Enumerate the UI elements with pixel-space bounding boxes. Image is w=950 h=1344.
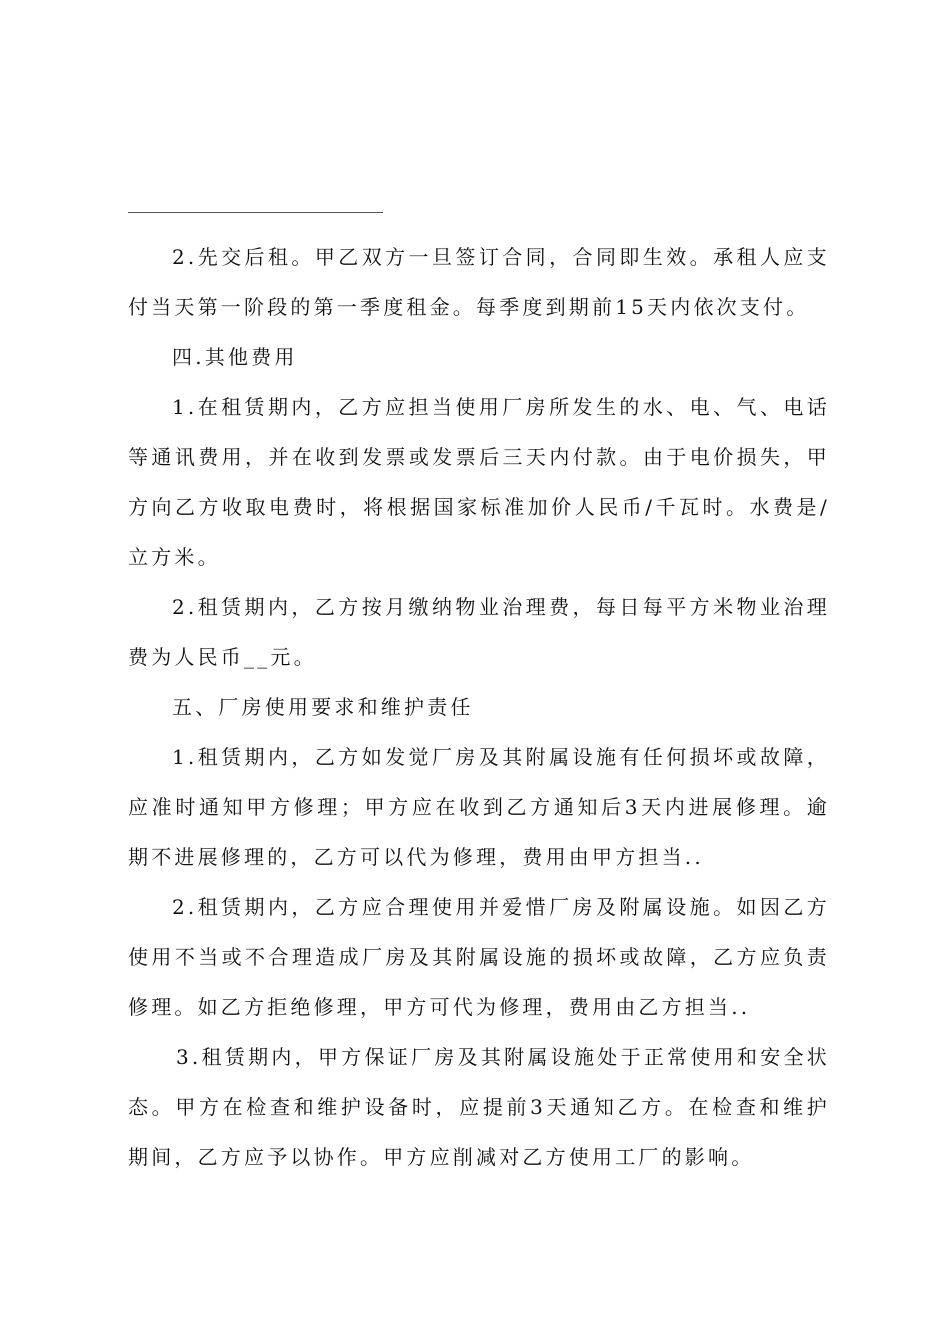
- clause-paragraph-safety-inspection: 3.租赁期内，甲方保证厂房及其附属设施处于正常使用和安全状态。甲方在检查和维护设备时，应提前3天通知乙方。在检查和维护期间，乙方应予以协作。甲方应削减对乙方使用工厂的影响。: [128, 1045, 830, 1169]
- section-heading-other-fees: 四.其他费用: [172, 345, 298, 369]
- horizontal-rule: [128, 212, 383, 213]
- clause-paragraph-proper-use: 2.租赁期内，乙方应合理使用并爱惜厂房及附属设施。如因乙方使用不当或不合理造成厂房及其附属设施的损坏或故障，乙方应负责修理。如乙方拒绝修理，甲方可代为修理，费用由乙方担当..: [128, 895, 830, 1019]
- clause-paragraph-advance-rent: 2.先交后租。甲乙双方一旦签订合同，合同即生效。承租人应支付当天第一阶段的第一季度租金。每季度到期前15天内依次支付。: [128, 245, 830, 319]
- clause-paragraph-property-fee: 2.租赁期内，乙方按月缴纳物业治理费，每日每平方米物业治理费为人民币__元。: [128, 595, 830, 669]
- document-body: [128, 232, 830, 1182]
- section-heading-usage-maintenance: 五、厂房使用要求和维护责任: [172, 695, 474, 719]
- clause-paragraph-utility-fees: 1.在租赁期内，乙方应担当使用厂房所发生的水、电、气、电话等通讯费用，并在收到发票或发票后三天内付款。由于电价损失，甲方向乙方收取电费时，将根据国家标准加价人民币/千瓦时。水费是/立方米。: [128, 395, 830, 569]
- clause-paragraph-repair-notice: 1.租赁期内，乙方如发觉厂房及其附属设施有任何损坏或故障，应准时通知甲方修理；甲方应在收到乙方通知后3天内进展修理。逾期不进展修理的，乙方可以代为修理，费用由甲方担当..: [128, 745, 830, 869]
